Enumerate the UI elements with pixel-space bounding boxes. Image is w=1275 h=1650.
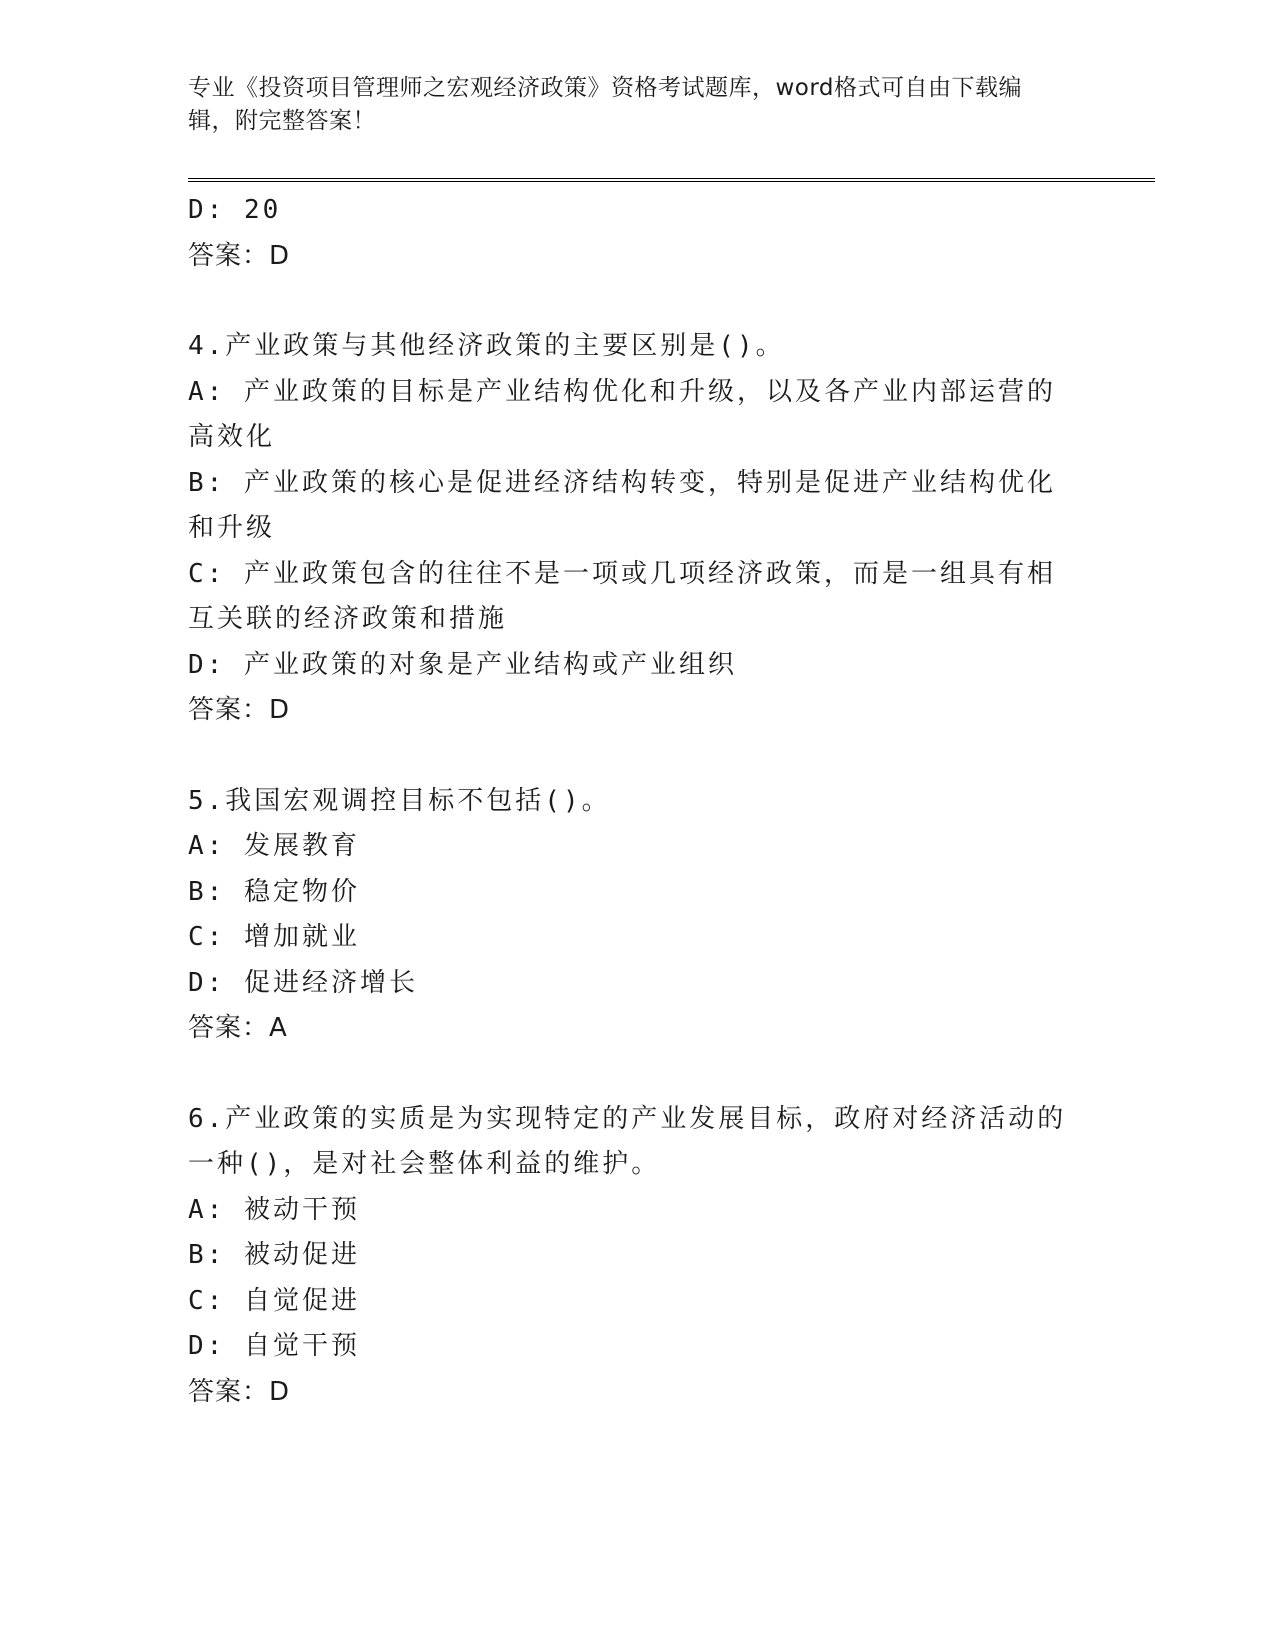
option-d: D: 自觉干预 [188, 1331, 360, 1361]
option-b: B: 被动促进 [188, 1240, 360, 1270]
question-stem: 5.我国宏观调控目标不包括()。 [188, 785, 611, 816]
option-a: A: 产业政策的目标是产业结构优化和升级，以及各产业内部运营的高效化 [188, 376, 1056, 452]
header-divider [188, 178, 1155, 182]
prev-option-d: D: 20 [188, 195, 282, 225]
option-c: C: 产业政策包含的往往不是一项或几项经济政策，而是一组具有相互关联的经济政策和措施 [188, 558, 1056, 634]
question-stem: 6.产业政策的实质是为实现特定的产业发展目标，政府对经济活动的一种()，是对社会整体利益的维护。 [188, 1103, 1067, 1179]
question-5 [188, 779, 1078, 1052]
option-d: D: 产业政策的对象是产业结构或产业组织 [188, 649, 737, 680]
option-d: D: 促进经济增长 [188, 967, 418, 998]
question-6 [188, 1097, 1078, 1416]
question-stem: 4.产业政策与其他经济政策的主要区别是()。 [188, 331, 785, 361]
option-c: C: 增加就业 [188, 922, 360, 952]
answer: 答案：D [188, 695, 291, 725]
question-4 [188, 324, 1078, 734]
answer: 答案：A [188, 1013, 288, 1043]
answer: 答案：D [188, 1376, 291, 1407]
option-a: A: 被动干预 [188, 1194, 360, 1225]
document-header: 专业《投资项目管理师之宏观经济政策》资格考试题库，word格式可自由下载编辑，附完整答案！ [188, 75, 1023, 134]
option-c: C: 自觉促进 [188, 1285, 360, 1316]
option-a: A: 发展教育 [188, 831, 360, 861]
option-b: B: 产业政策的核心是促进经济结构转变，特别是促进产业结构优化和升级 [188, 467, 1056, 543]
document-body [188, 188, 1078, 1415]
prev-answer: 答案：D [188, 240, 291, 271]
option-b: B: 稳定物价 [188, 876, 360, 907]
